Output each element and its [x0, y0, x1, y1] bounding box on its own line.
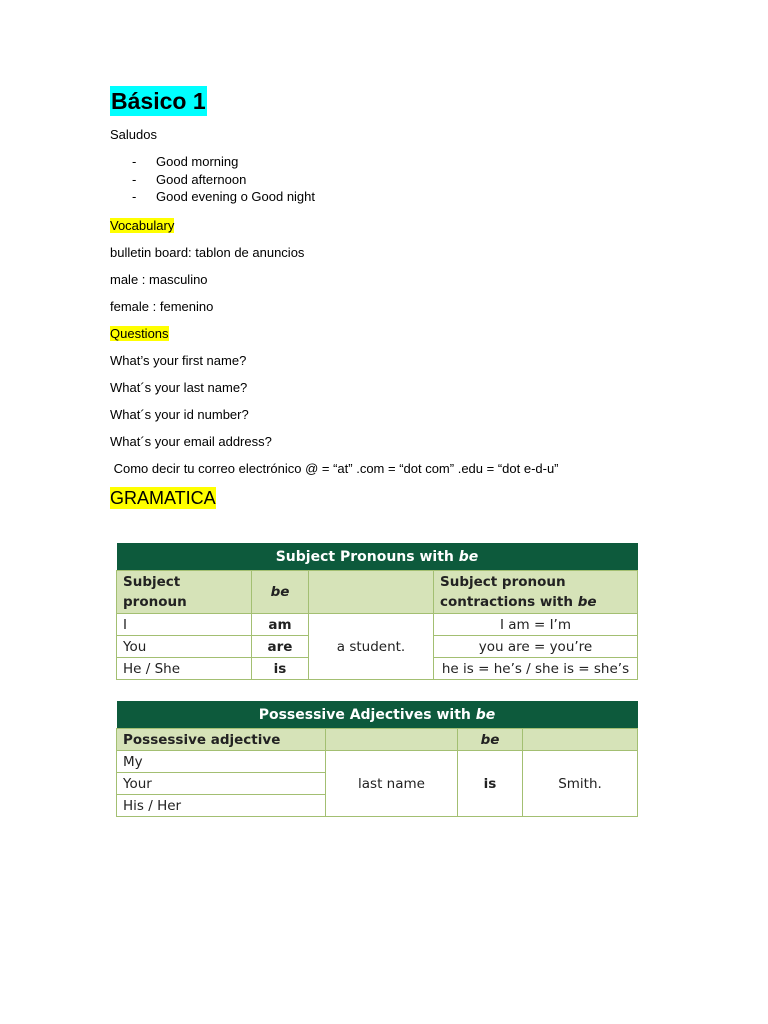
- adjective-cell: His / Her: [117, 795, 326, 817]
- vocabulary-entry: bulletin board: tablon de anuncios: [110, 244, 305, 260]
- email-note: Como decir tu correo electrónico @ = “at” .com = “dot com” .edu = “dot e-d-u”: [110, 460, 559, 476]
- column-header: Possessive adjective: [117, 729, 326, 751]
- vocabulary-entry: female : femenino: [110, 298, 214, 314]
- noun-cell: last name: [326, 751, 458, 817]
- greetings-list: [110, 153, 670, 206]
- question-line: What´s your email address?: [110, 433, 272, 449]
- question-line: What´s your last name?: [110, 379, 248, 395]
- document-title: Básico 1: [111, 88, 206, 114]
- column-header: be: [252, 571, 309, 614]
- contraction-cell: I am = I’m: [434, 614, 638, 636]
- name-cell: Smith.: [523, 751, 638, 817]
- contraction-cell: he is = he’s / she is = she’s: [434, 658, 638, 680]
- grammar-heading: GRAMATICA: [110, 487, 216, 508]
- column-header: Subject pronoun contractions with be: [434, 571, 638, 614]
- column-header: be: [458, 729, 523, 751]
- questions-heading: Questions: [110, 325, 169, 341]
- pronoun-cell: He / She: [117, 658, 252, 680]
- possessive-adjectives-table: [116, 701, 638, 817]
- vocabulary-entry: male : masculino: [110, 271, 208, 287]
- be-cell: are: [252, 636, 309, 658]
- document-page: [110, 86, 670, 509]
- be-cell: is: [252, 658, 309, 680]
- question-line: What´s your id number?: [110, 406, 249, 422]
- saludos-label: Saludos: [110, 127, 157, 142]
- be-cell: am: [252, 614, 309, 636]
- adjective-cell: Your: [117, 773, 326, 795]
- table-caption: Possessive Adjectives with be: [117, 701, 638, 729]
- column-header-empty: [523, 729, 638, 751]
- question-line: What’s your first name?: [110, 352, 247, 368]
- contraction-cell: you are = you’re: [434, 636, 638, 658]
- verb-cell: is: [458, 751, 523, 817]
- complement-cell: a student.: [309, 614, 434, 680]
- pronoun-cell: I: [117, 614, 252, 636]
- adjective-cell: My: [117, 751, 326, 773]
- table-row: [117, 751, 638, 773]
- pronoun-cell: You: [117, 636, 252, 658]
- list-item: - Good afternoon: [132, 171, 247, 187]
- column-header-empty: [309, 571, 434, 614]
- column-header: Subject pronoun: [117, 571, 252, 614]
- list-item: - Good morning: [132, 154, 239, 169]
- table-caption: Subject Pronouns with be: [117, 543, 638, 571]
- vocabulary-heading: Vocabulary: [110, 217, 175, 233]
- list-item: - Good evening o Good night: [132, 189, 316, 204]
- column-header-empty: [326, 729, 458, 751]
- table-row: [117, 614, 638, 636]
- subject-pronouns-table: [116, 543, 638, 680]
